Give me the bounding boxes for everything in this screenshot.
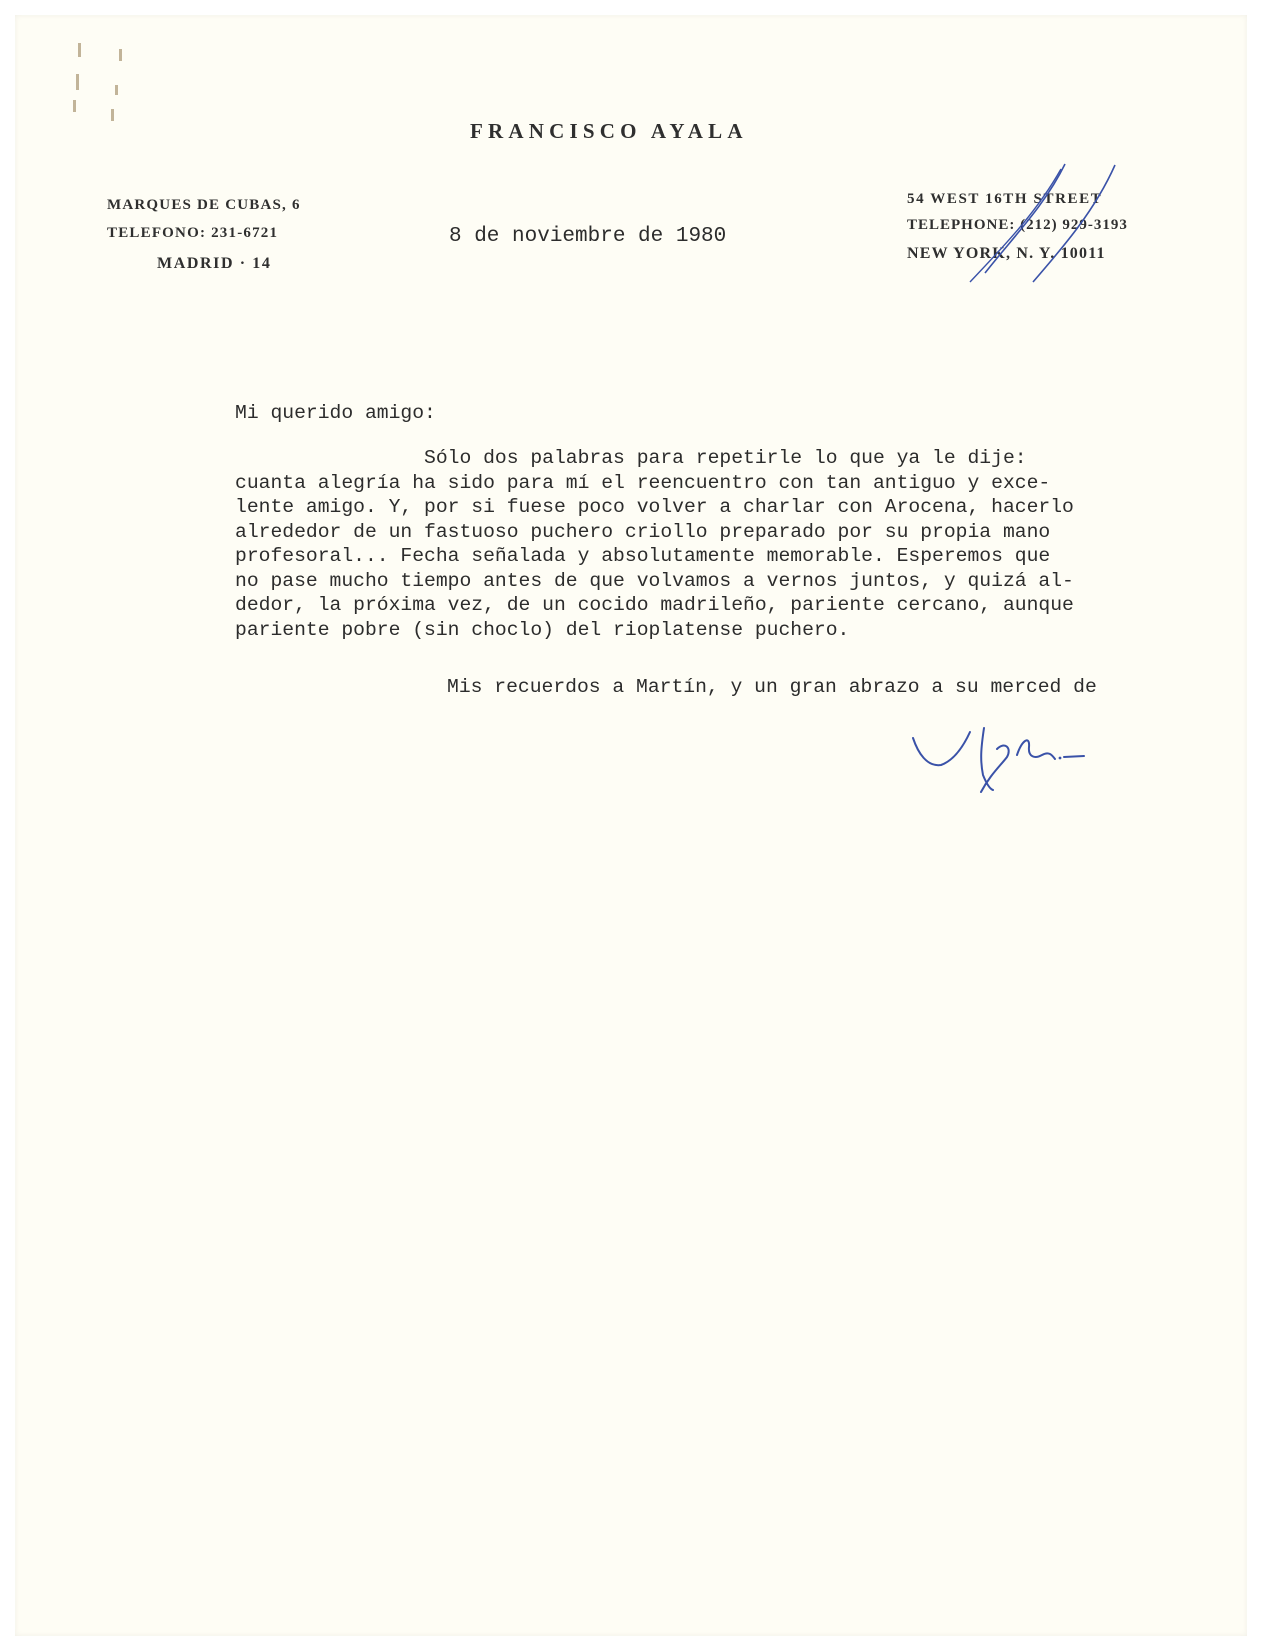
letter-page	[15, 15, 1247, 1636]
madrid-street-address: MARQUES DE CUBAS, 6	[107, 197, 301, 213]
margin-mark	[76, 74, 79, 90]
margin-mark	[115, 85, 118, 95]
body-line: pariente pobre (sin choclo) del rioplatense puchero.	[235, 618, 850, 641]
body-line: dedor, la próxima vez, de un cocido madrileño, pariente cercano, aunque	[235, 594, 1074, 616]
body-line: alrededor de un fastuoso puchero criollo preparado por su propia mano	[235, 520, 1051, 543]
body-paragraph	[235, 446, 1074, 642]
salutation: Mi querido amigo:	[235, 402, 436, 424]
margin-mark	[73, 100, 76, 112]
body-line: lente amigo. Y, por si fuese poco volver a charlar con Arocena, hacerlo	[235, 496, 1074, 518]
body-line: profesoral... Fecha señalada y absolutamente memorable. Esperemos que	[235, 545, 1051, 567]
margin-mark	[78, 43, 81, 57]
body-line: cuanta alegría ha sido para mí el reencuentro con tan antiguo y exce-	[235, 471, 1051, 494]
new-york-city: NEW YORK, N. Y. 10011	[907, 245, 1106, 262]
letterhead-name: FRANCISCO AYALA	[470, 119, 748, 143]
margin-mark	[111, 109, 114, 121]
body-line: Sólo dos palabras para repetirle lo que ya le dije:	[235, 447, 1027, 469]
new-york-phone-number: TELEPHONE: (212) 929-3193	[907, 217, 1128, 233]
closing-line: Mis recuerdos a Martín, y un gran abrazo a su merced de	[447, 676, 1097, 698]
letter-date: 8 de noviembre de 1980	[449, 225, 727, 248]
madrid-city: MADRID · 14	[157, 255, 272, 272]
margin-mark	[119, 49, 122, 61]
new-york-street-address: 54 WEST 16TH STREET	[907, 191, 1103, 207]
body-line: no pase mucho tiempo antes de que volvamos a vernos juntos, y quizá al-	[235, 569, 1074, 592]
madrid-phone-number: TELEFONO: 231-6721	[107, 225, 279, 241]
